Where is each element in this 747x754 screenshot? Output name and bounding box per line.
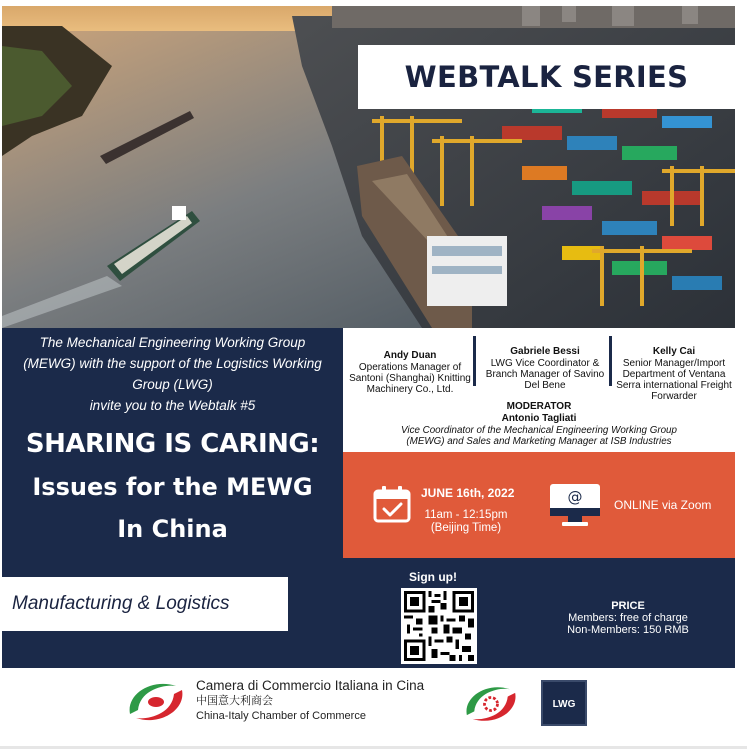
speaker-name: Andy Duan <box>383 350 437 361</box>
speaker-role: Department of Ventana <box>622 369 726 380</box>
intro-text <box>2 332 343 416</box>
qr-code[interactable] <box>401 588 477 664</box>
speaker-role: Branch Manager of Savino <box>485 369 605 380</box>
series-title: WEBTALK SERIES <box>404 60 689 94</box>
intro-line: Group (LWG) <box>132 377 213 392</box>
moderator-label: MODERATOR <box>506 401 572 412</box>
moderator-role <box>343 425 735 447</box>
event-timezone: (Beijing Time) <box>430 522 502 534</box>
speaker-role: Machinery Co., Ltd. <box>366 384 454 395</box>
speaker-kelly-cai <box>613 338 735 402</box>
calendar-check-icon <box>372 484 412 529</box>
headline-line-1: SHARING IS CARING: <box>25 429 320 459</box>
event-location: ONLINE via Zoom <box>614 498 712 512</box>
webtalk-series-banner <box>358 45 735 109</box>
speaker-role: Serra international Freight <box>616 380 732 391</box>
lwg-logo-label: LWG <box>552 699 576 710</box>
chamber-name-english: China-Italy Chamber of Commerce <box>196 710 366 722</box>
price-label: PRICE <box>611 600 645 612</box>
headline-line-3: In China <box>117 515 228 543</box>
speaker-role: LWG Vice Coordinator & <box>490 358 600 369</box>
mewg-logo-icon <box>460 678 522 735</box>
event-time <box>421 509 511 535</box>
footer-logos <box>0 668 747 754</box>
intro-line: The Mechanical Engineering Working Group <box>39 335 306 350</box>
signup-price-panel <box>343 558 735 668</box>
speaker-gabriele-bessi <box>481 338 609 391</box>
event-time-range: 11am - 12:15pm <box>424 509 508 521</box>
speaker-role: Forwarder <box>651 391 697 402</box>
chamber-logo-icon <box>124 674 188 735</box>
speaker-role: Senior Manager/Import <box>622 358 726 369</box>
event-date: JUNE 16th, 2022 <box>421 486 515 500</box>
chamber-name-chinese: 中国意大利商会 <box>196 695 273 707</box>
speaker-divider <box>609 336 612 386</box>
event-headline <box>2 426 343 550</box>
monitor-at-icon <box>548 482 602 533</box>
footer-divider <box>0 746 747 749</box>
svg-text:@: @ <box>567 488 583 506</box>
topic-tag-label: Manufacturing & Logistics <box>12 593 230 614</box>
speaker-role: Santoni (Shanghai) Knitting <box>349 373 471 384</box>
speaker-role: Operations Manager of <box>358 362 462 373</box>
price-block <box>543 600 713 636</box>
speaker-name: Gabriele Bessi <box>510 346 580 357</box>
speakers-section <box>343 328 735 452</box>
moderator-name: Antonio Tagliati <box>501 413 577 424</box>
topic-tag <box>2 577 288 631</box>
price-members: Members: free of charge <box>568 612 688 624</box>
event-details-strip <box>343 452 735 558</box>
lwg-logo <box>541 680 587 726</box>
price-non-members: Non-Members: 150 RMB <box>567 624 689 636</box>
intro-line: invite you to the Webtalk #5 <box>89 398 256 413</box>
moderator-role-line: Vice Coordinator of the Mechanical Engineering Working Group <box>401 425 677 436</box>
speaker-name: Kelly Cai <box>652 346 696 357</box>
moderator-block <box>343 400 735 447</box>
speaker-andy-duan <box>349 338 471 395</box>
chamber-name <box>196 677 424 723</box>
moderator-role-line: (MEWG) and Sales and Marketing Manager at ISB Industries <box>406 436 672 447</box>
speaker-divider <box>473 336 476 386</box>
headline-line-2: Issues for the MEWG <box>32 473 313 501</box>
chamber-name-italian: Camera di Commercio Italiana in Cina <box>196 678 425 693</box>
speaker-role: Del Bene <box>524 380 566 391</box>
signup-label: Sign up! <box>409 570 457 584</box>
intro-line: (MEWG) with the support of the Logistics Working <box>23 356 322 371</box>
